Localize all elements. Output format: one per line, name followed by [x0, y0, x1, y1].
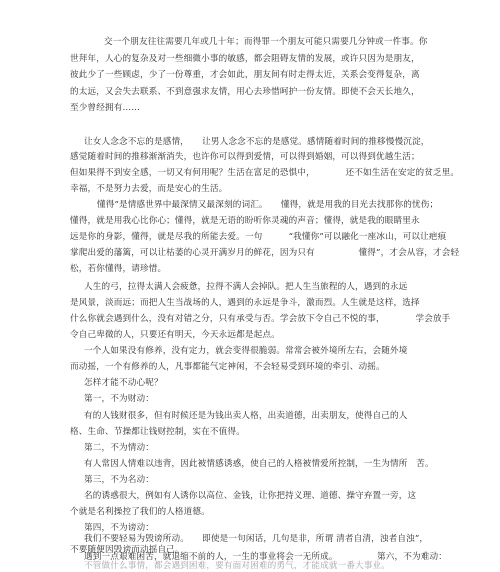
text-line: 懂得，就是用我心比你心；懂得，就是无语的盼听你灵魂的声音；懂得，就是我的眼睛里永	[70, 216, 420, 226]
text-line: 一个人如果没有修养，没有定力，就会变得很脆弱。常常会被外境所左右，会随外境	[84, 346, 408, 356]
text-line: 怎样才能不动心呢？	[84, 378, 163, 388]
text-line: 松，若你懂得，请珍惜。	[70, 264, 167, 274]
text-line-cut-off: 不管做什么事情，都会遇到困难，要有面对困难的勇气，才能成就一番大事业。	[84, 561, 391, 571]
text-line: 掌爬出爱的藩篱，可以让枯萎的心灵开满岁月的鲜花，因为只有 懂得”，才会从容，才会轻	[70, 248, 460, 258]
text-line: 名的诱惑很大，例如有人诱你以高位、金钱，让你把持义理、道德、操守弃置一旁，这	[84, 491, 417, 501]
text-line: 幸福，不是努力去爱，而是安心的生活。	[70, 184, 228, 194]
text-line: 但如果得不到安全感，一切又有何用呢？生活在富足的恐惧中， 还不如生活在安定的贫乏里。	[70, 168, 460, 178]
text-line: 遇到一点艰难困苦，就退缩不前的人，一生的事业将会一无所成。 第六，不为难动：	[84, 552, 447, 562]
text-line: 懂得”是情感世界中最深情又最深刻的词汇。 懂得，就是用我的目光去找那你的忧伤；	[97, 200, 439, 210]
text-line: 格、生命、节操都让钱财控制，实在不值得。	[70, 427, 245, 437]
text-line: 有人常因人情难以违背，因此被情感诱惑，使自己的人格被情爱所控制，一生为情所 苦。	[84, 459, 434, 469]
text-line: 不要随便因毁谤而动摇自己。	[70, 545, 184, 555]
text-line: 令自己卑微的人，只要还有明天，今天永远都是起点。	[70, 330, 280, 340]
text-line: 是风景，淡而远；而把人生当战场的人，遇到的永远是争斗，激而烈。人生就是这样，选择	[70, 298, 420, 308]
text-line: 什么你就会遇到什么，没有对错之分，只有承受与否。学会放下令自己不悦的事， 学会放手	[70, 314, 451, 324]
text-line: 第一，不为财动：	[84, 394, 154, 404]
text-line: 第三，不为名动：	[84, 475, 154, 485]
text-line: 而动摇，一个有修养的人，凡事都能气定神闲，不会轻易受到环境的牵引、动摇。	[70, 362, 385, 372]
text-line: 远是你的身影，懂得，就是尽我的所能去爱。一句 “我懂你”可以融化一座冰山，可以让疤痕	[70, 232, 447, 242]
text-line: 有的人钱财很多，但有时候还是为钱出卖人格，出卖道德，出卖朋友，使得自己的人	[84, 411, 408, 421]
text-line: 彼此少了一些顾虑，少了一份尊重，才会如此，朋友间有时走得太近，关系会变得复杂，离	[70, 70, 420, 80]
text-line: 人生的弓，拉得太满人会疲惫，拉得不满人会掉队。把人生当旅程的人，遇到的永远	[84, 282, 408, 292]
text-line: 至少曾经拥有……	[70, 103, 140, 113]
text-line: 我们不要轻易为毁谤所动。 即使是一句闲话，几句是非，所谓 清者自清，浊者自浊”，	[84, 534, 429, 544]
text-line: 让女人念念不忘的是感情， 让男人念念不忘的是感觉。感情随着时间的推移慢慢沉淀，	[84, 137, 430, 147]
text-line: 的太远，又会失去联系、不到意强求友情，用心去珍惜呵护一份友情。即使不会天长地久，	[70, 87, 420, 97]
text-line: 交一个朋友往往需要几年或几十年；而得罪一个朋友可能只需要几分钟或一件事。你	[104, 37, 428, 47]
text-line: 感觉随着时间的推移渐渐消失，也许你可以得到爱情，可以得到婚姻，可以得到优越生活；	[70, 152, 420, 162]
text-line: 世拜年，人心的复杂及对一些细微小事的敏感，都会阻碍友情的发展，或许只因为是朋友，	[70, 54, 420, 64]
text-line: 第二，不为情动：	[84, 443, 154, 453]
text-line: 个就是名利操控了我们的人格道德。	[70, 507, 210, 517]
text-line: 第四，不为谤动：	[84, 523, 154, 533]
